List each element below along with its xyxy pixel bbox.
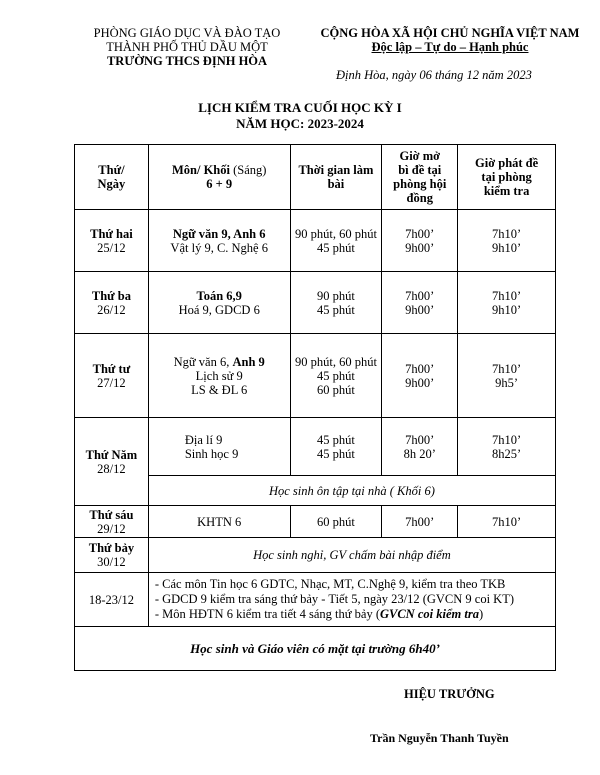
open-time-cell: 7h00’ 8h 20’ [382,418,458,476]
table-row [75,418,556,476]
duration-cell: 90 phút, 60 phút 45 phút [290,210,382,272]
subject-cell: KHTN 6 [148,506,290,538]
duration-cell: 90 phút, 60 phút 45 phút 60 phút [290,334,382,418]
table-row [75,573,556,627]
national-heading [305,26,595,54]
table-row [75,334,556,418]
issuer-block [62,26,312,68]
table-header-row [75,145,556,210]
document-date: Định Hòa, ngày 06 tháng 12 năm 2023 [336,68,532,82]
open-time-cell: 7h00’ 9h00’ [382,272,458,334]
date-range-cell: 18-23/12 [75,573,149,627]
subject-cell: Ngữ văn 9, Anh 6 Vật lý 9, C. Nghệ 6 [148,210,290,272]
day-cell: Thứ sáu 29/12 [75,506,149,538]
handout-time-cell: 7h10’ 9h10’ [458,272,556,334]
subject-cell: Toán 6,9 Hoá 9, GDCD 6 [148,272,290,334]
day-cell: Thứ Năm 28/12 [75,418,149,506]
dept-name: PHÒNG GIÁO DỤC VÀ ĐÀO TẠO [93,26,281,40]
signer-name: Trần Nguyễn Thanh Tuyền [370,731,509,745]
table-row [75,272,556,334]
grading-note: Học sinh nghỉ, GV chấm bài nhập điểm [148,538,555,573]
header-handout-time: Giờ phát đề tại phòng kiểm tra [458,145,556,210]
table-row [75,538,556,573]
republic-name: CỘNG HÒA XÃ HỘI CHỦ NGHĨA VIỆT NAM [320,26,580,40]
handout-time-cell: 7h10’ [458,506,556,538]
table-row [75,210,556,272]
header-open-time: Giờ mở bì đề tại phòng hội đồng [382,145,458,210]
exam-schedule-table [74,144,556,671]
subject-cell: Ngữ văn 6, Anh 9 Lịch sử 9 LS & ĐL 6 [148,334,290,418]
subject-cell: Địa lí 9 Sinh học 9 [148,418,290,476]
open-time-cell: 7h00’ 9h00’ [382,334,458,418]
day-cell: Thứ tư 27/12 [75,334,149,418]
duration-cell: 90 phút 45 phút [290,272,382,334]
duration-cell: 45 phút 45 phút [290,418,382,476]
day-cell: Thứ hai 25/12 [75,210,149,272]
handout-time-cell: 7h10’ 9h10’ [458,210,556,272]
day-cell: Thứ ba 26/12 [75,272,149,334]
review-note: Học sinh ôn tập tại nhà ( Khối 6) [148,476,555,506]
document-title: LỊCH KIỂM TRA CUỐI HỌC KỲ I [198,100,402,115]
handout-time-cell: 7h10’ 9h5’ [458,334,556,418]
attendance-note: Học sinh và Giáo viên có mặt tại trường 6h40’ [75,627,556,671]
extra-notes-cell: - Các môn Tin học 6 GDTC, Nhạc, MT, C.Nghệ 9, kiểm tra theo TKB - GDCD 9 kiểm tra sáng thứ bảy - Tiết 5, ngày 23/12 (GVCN 9 coi KT) - Môn HĐTN 6 kiểm tra tiết 4 sáng thứ bảy (GVCN coi kiểm tra) [148,573,555,627]
handout-time-cell: 7h10’ 8h25’ [458,418,556,476]
header-subject: Môn/ Khối (Sáng) 6 + 9 [148,145,290,210]
school-year: NĂM HỌC: 2023-2024 [236,116,364,131]
open-time-cell: 7h00’ [382,506,458,538]
header-duration: Thời gian làm bài [290,145,382,210]
duration-cell: 60 phút [290,506,382,538]
table-row [75,627,556,671]
school-name: TRƯỜNG THCS ĐỊNH HÒA [106,54,268,68]
day-cell: Thứ bảy 30/12 [75,538,149,573]
city-name: THÀNH PHỐ THỦ DẦU MỘT [106,40,268,54]
table-row [75,506,556,538]
header-day: Thứ/ Ngày [75,145,149,210]
principal-title: HIỆU TRƯỞNG [404,687,495,701]
open-time-cell: 7h00’ 9h00’ [382,210,458,272]
national-motto: Độc lập – Tự do – Hạnh phúc [371,40,529,54]
